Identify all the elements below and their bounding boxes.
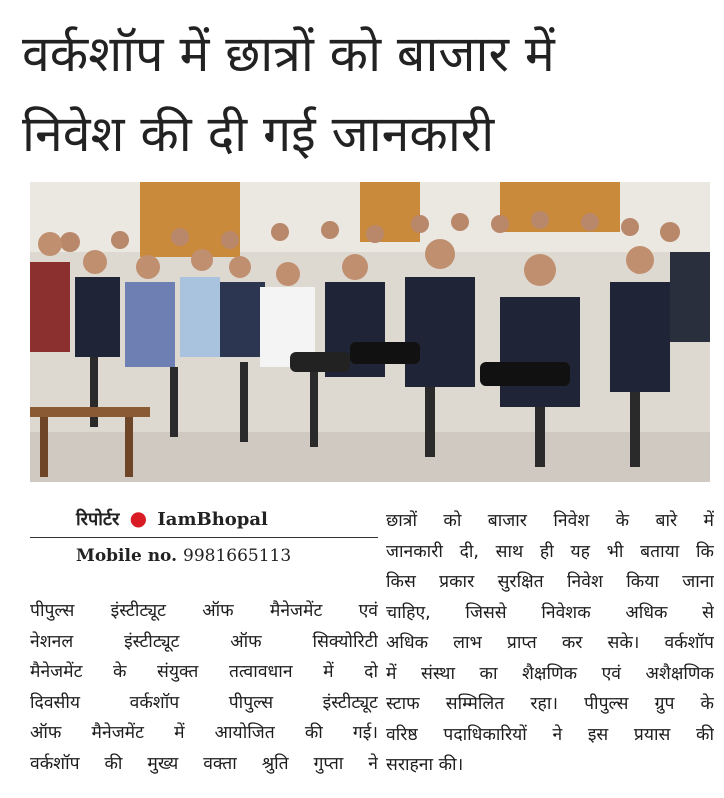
- body-line: जानकारी दी, साथ ही यह भी बताया कि: [386, 541, 714, 562]
- article-body-right-column: [386, 506, 714, 781]
- body-line: दिवसीय वर्कशॉप पीपुल्स इंस्टीट्यूट: [30, 692, 378, 713]
- body-line: में संस्था का शैक्षणिक एवं अशैक्षणिक: [386, 663, 714, 684]
- reporter-name: IamBhopal: [157, 509, 268, 530]
- body-line: चाहिए, जिससे निवेशक अधिक से: [386, 602, 714, 623]
- body-line: मैनेजमेंट के संयुक्त तत्वावधान में दो: [30, 662, 378, 682]
- body-line: अधिक लाभ प्राप्त कर सके। वर्कशॉप: [386, 633, 714, 653]
- byline-divider: [30, 537, 378, 538]
- group-photo: [30, 182, 710, 482]
- mobile-label: Mobile no.: [76, 546, 178, 566]
- body-line: वरिष्ठ पदाधिकारियों ने इस प्रयास की: [386, 724, 714, 745]
- body-line: सराहना की।: [386, 755, 464, 775]
- headline-line-1: वर्कशॉप में छात्रों को बाजार में: [22, 25, 555, 83]
- body-line: स्टाफ सम्मिलित रहा। पीपुल्स ग्रुप के: [386, 694, 714, 714]
- body-line: किस प्रकार सुरक्षित निवेश किया जाना: [386, 572, 714, 592]
- body-line: पीपुल्स इंस्टीट्यूट ऑफ मैनेजमेंट एवं: [30, 601, 378, 621]
- body-line: नेशनल इंस्टीट्यूट ऑफ सिक्योरिटी: [30, 631, 378, 652]
- body-line: वर्कशॉप की मुख्य वक्ता श्रुति गुप्ता ने: [30, 753, 378, 774]
- article-body-left-column: [30, 596, 378, 779]
- red-dot-icon: ●: [129, 506, 148, 530]
- headline: [22, 14, 712, 174]
- mobile-value: 9981665113: [183, 546, 292, 566]
- byline-prefix: रिपोर्टर: [76, 509, 120, 530]
- reporter-byline: [76, 506, 376, 531]
- body-line: छात्रों को बाजार निवेश के बारे में: [386, 511, 714, 531]
- headline-line-2: निवेश की दी गई जानकारी: [22, 105, 495, 163]
- body-line: ऑफ मैनेजमेंट में आयोजित की गई।: [30, 723, 378, 743]
- mobile-number: [76, 546, 291, 566]
